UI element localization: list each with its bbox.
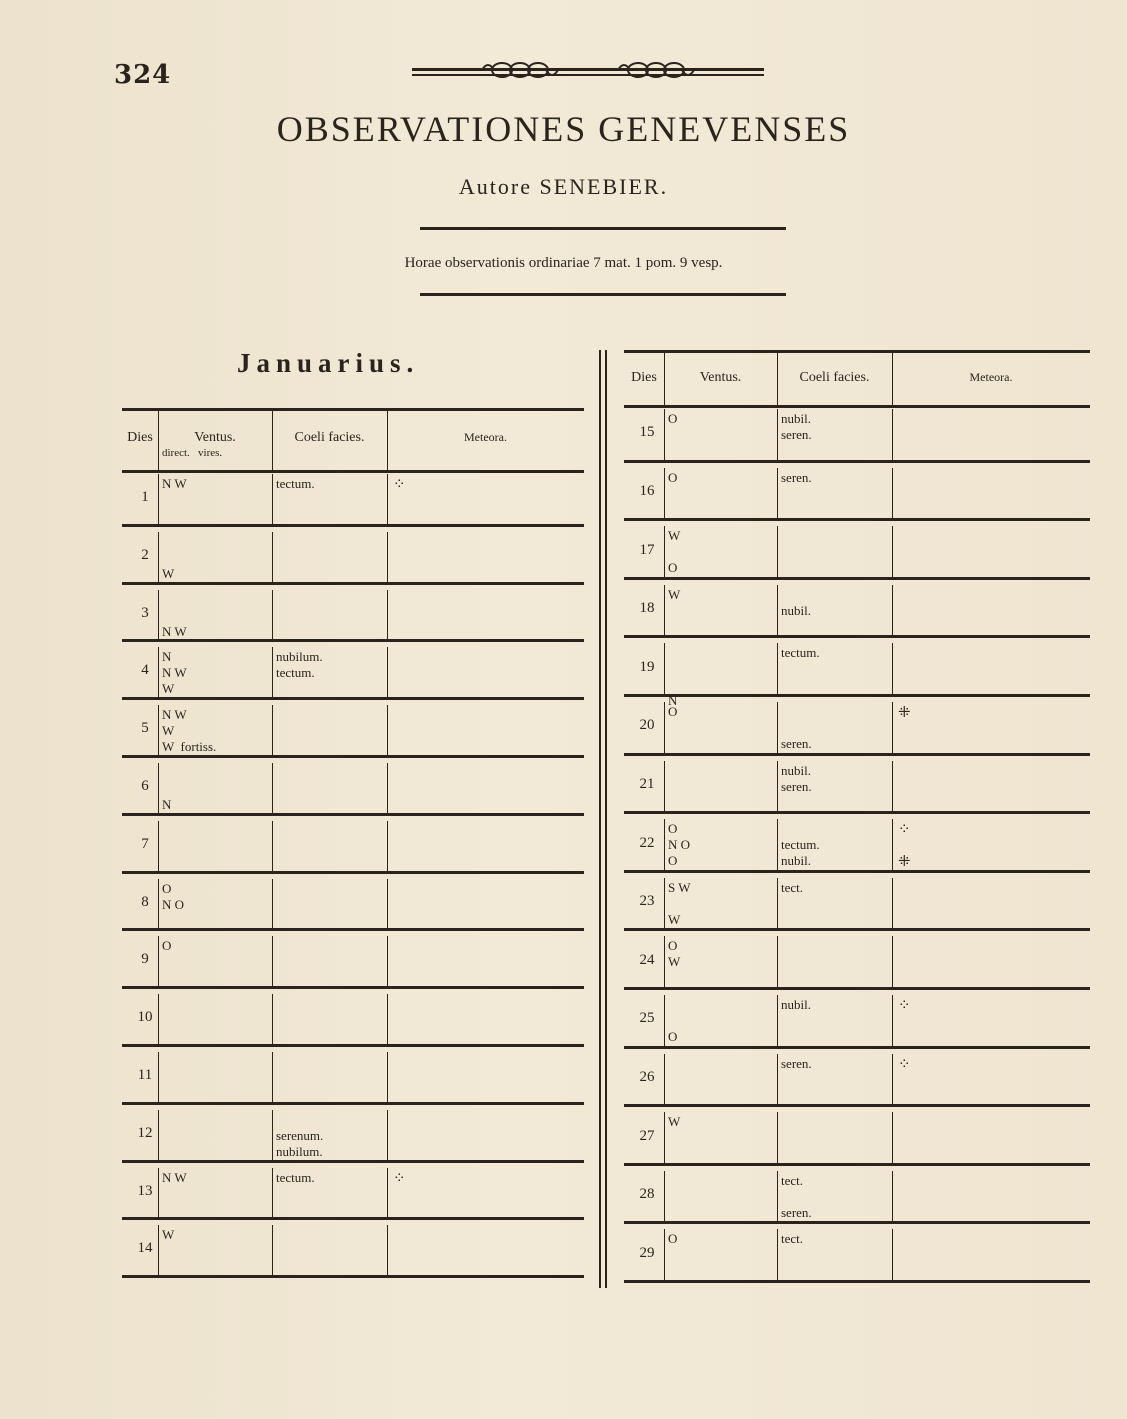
header-coeli: Coeli facies. [294, 430, 365, 445]
row-day: 1 [141, 488, 149, 505]
row-coeli: tectum. [276, 476, 315, 491]
table-rule [122, 639, 584, 642]
row-day: 10 [137, 1009, 153, 1026]
row-day: 19 [639, 658, 655, 675]
table-column-rule [777, 878, 778, 929]
row-day: 28 [639, 1186, 655, 1203]
row-day: 9 [141, 951, 149, 968]
table-rule [122, 408, 584, 411]
row-ventus: N N W W [162, 649, 187, 697]
row-day: 11 [137, 1066, 153, 1083]
table-column-rule [892, 1171, 893, 1222]
table-column-rule [387, 936, 388, 986]
row-coeli: tectum. [276, 1169, 315, 1185]
row-ventus: O [668, 469, 678, 485]
table-column-rule [892, 526, 893, 577]
table-rule [122, 813, 584, 816]
table-column-rule [272, 1052, 273, 1102]
table-column-rule [387, 590, 388, 640]
row-day: 23 [639, 893, 655, 910]
row-day: 29 [639, 1244, 655, 1261]
table-rule [624, 811, 1090, 814]
table-column-rule [158, 408, 159, 470]
row-coeli: nubilum. tectum. [276, 649, 323, 681]
header-meteora: Meteora. [969, 370, 1013, 384]
table-column-rule [272, 936, 273, 986]
row-ventus: N [162, 797, 172, 812]
table-column-rule [664, 819, 665, 870]
table-rule [624, 405, 1090, 408]
table-rule [624, 753, 1090, 756]
header-dies: Dies [127, 430, 153, 445]
table-column-rule [387, 821, 388, 871]
table-column-rule [777, 1054, 778, 1105]
row-ventus: O [668, 411, 678, 426]
row-day: 17 [639, 541, 655, 558]
table-column-rule [272, 879, 273, 929]
row-ventus: N [668, 693, 678, 709]
table-rule [122, 1044, 584, 1047]
row-coeli: nubil. [781, 997, 811, 1012]
table-rule [624, 1221, 1090, 1224]
row-day: 7 [141, 835, 149, 852]
row-coeli: tectum. [781, 645, 820, 661]
table-column-rule [777, 526, 778, 577]
table-column-rule [664, 702, 665, 753]
table-column-rule [777, 819, 778, 870]
ornament-rule [412, 58, 764, 84]
row-day: 25 [639, 1010, 655, 1027]
row-day: 6 [141, 777, 149, 794]
table-column-rule [777, 1171, 778, 1222]
table-rule [624, 1163, 1090, 1166]
row-meteora: ⁘ [898, 996, 911, 1014]
table-column-rule [892, 1229, 893, 1280]
table-column-rule [777, 468, 778, 519]
row-ventus: N W [162, 476, 187, 491]
table-column-rule [892, 819, 893, 870]
row-meteora: ⁘ [393, 1168, 406, 1187]
table-rule [624, 987, 1090, 990]
row-ventus: W [668, 586, 681, 602]
row-day: 15 [639, 424, 655, 441]
row-ventus: O [668, 1231, 678, 1247]
row-ventus: O [162, 938, 172, 954]
row-meteora: ⁘ [898, 1054, 911, 1073]
row-ventus: O [668, 704, 678, 719]
table-column-rule [664, 878, 665, 929]
table-column-rule [387, 1168, 388, 1218]
table-column-rule [777, 585, 778, 636]
row-meteora: ⁘ [393, 475, 406, 493]
row-ventus: O [668, 1029, 678, 1044]
row-coeli: tect. [781, 1231, 804, 1247]
row-day: 18 [639, 600, 655, 617]
table-column-rule [272, 408, 273, 470]
table-column-rule [272, 994, 273, 1044]
table-rule [122, 1102, 584, 1105]
table-column-rule [664, 1054, 665, 1105]
table-column-rule [272, 474, 273, 524]
table-column-rule [272, 1168, 273, 1218]
table-column-rule [664, 643, 665, 694]
header-ventus: Ventus. [699, 370, 742, 385]
table-column-rule [777, 350, 778, 405]
author-line: Autore SENEBIER. [458, 174, 669, 199]
row-day: 12 [137, 1124, 153, 1141]
row-day: 2 [141, 546, 149, 563]
row-coeli: tect. [781, 879, 804, 895]
table-rule [624, 635, 1090, 638]
table-column-rule [777, 1112, 778, 1163]
column-separator-left [599, 350, 601, 1288]
table-column-rule [892, 702, 893, 753]
table-rule [624, 1280, 1090, 1283]
row-ventus: W [668, 1114, 681, 1130]
table-rule [624, 1104, 1090, 1107]
table-column-rule [664, 1229, 665, 1280]
table-rule [122, 871, 584, 874]
table-rule [122, 697, 584, 700]
table-column-rule [272, 647, 273, 697]
row-ventus: S W W [668, 879, 691, 927]
table-column-rule [387, 1052, 388, 1102]
row-coeli: tectum. nubil. [781, 837, 820, 869]
row-day: 3 [141, 604, 149, 621]
table-rule [624, 870, 1090, 873]
table-column-rule [664, 526, 665, 577]
table-rule [122, 755, 584, 758]
table-column-rule [892, 936, 893, 987]
table-column-rule [892, 761, 893, 812]
table-column-rule [387, 1225, 388, 1275]
row-ventus: N W [162, 623, 187, 639]
header-ventus-sub: direct. vires. [162, 447, 223, 459]
table-column-rule [777, 1229, 778, 1280]
row-coeli: nubil. seren. [781, 762, 812, 794]
row-day: 27 [639, 1127, 655, 1144]
row-day: 22 [639, 834, 655, 851]
table-rule [122, 1217, 584, 1220]
table-column-rule [777, 643, 778, 694]
table-column-rule [387, 705, 388, 755]
row-day: 26 [639, 1068, 655, 1085]
row-day: 8 [141, 893, 149, 910]
table-rule [624, 350, 1090, 353]
table-column-rule [892, 878, 893, 929]
table-column-rule [892, 643, 893, 694]
table-column-rule [387, 879, 388, 929]
table-column-rule [664, 995, 665, 1046]
divider-top [420, 227, 786, 230]
table-column-rule [272, 763, 273, 813]
row-ventus: W O [668, 528, 681, 576]
table-column-rule [777, 761, 778, 812]
table-rule [122, 1275, 584, 1278]
table-column-rule [777, 995, 778, 1046]
table-column-rule [272, 1110, 273, 1160]
table-column-rule [664, 761, 665, 812]
row-coeli: seren. [781, 469, 812, 485]
table-column-rule [892, 468, 893, 519]
row-day: 24 [639, 951, 655, 968]
table-column-rule [777, 409, 778, 460]
row-day: 13 [137, 1182, 153, 1199]
table-rule [624, 928, 1090, 931]
table-column-rule [272, 590, 273, 640]
table-column-rule [272, 532, 273, 582]
divider-bottom [420, 293, 786, 296]
row-ventus: O W [668, 938, 681, 970]
observation-hours: Horae observationis ordinariae 7 mat. 1 pom. 9 vesp. [404, 255, 723, 271]
table-rule [122, 928, 584, 931]
table-column-rule [892, 409, 893, 460]
row-coeli: nubil. [781, 602, 811, 618]
table-rule [122, 524, 584, 527]
row-day: 16 [639, 482, 655, 499]
table-column-rule [664, 1171, 665, 1222]
header-dies: Dies [631, 370, 657, 385]
row-coeli: seren. [781, 1055, 812, 1071]
row-meteora: ⁘ ⁜ [898, 820, 911, 871]
table-column-rule [664, 585, 665, 636]
table-rule [122, 986, 584, 989]
row-day: 4 [141, 662, 149, 679]
table-column-rule [892, 995, 893, 1046]
row-ventus: O N O O [668, 821, 691, 869]
table-column-rule [664, 936, 665, 987]
header-ventus: Ventus. [194, 430, 236, 445]
table-column-rule [664, 468, 665, 519]
page-number: 324 [114, 60, 172, 90]
table-column-rule [387, 532, 388, 582]
row-ventus: N W W W fortiss. [162, 707, 217, 755]
column-separator-right [605, 350, 607, 1288]
row-ventus: O N O [162, 880, 185, 912]
row-ventus: N W [162, 1169, 187, 1185]
row-coeli: serenum. nubilum. [276, 1127, 324, 1159]
table-column-rule [892, 1054, 893, 1105]
table-rule [122, 1160, 584, 1163]
table-column-rule [272, 1225, 273, 1275]
row-day: 21 [639, 775, 655, 792]
table-column-rule [664, 1112, 665, 1163]
row-ventus: W [162, 1227, 175, 1243]
page-title: OBSERVATIONES GENEVENSES [276, 109, 851, 149]
table-column-rule [387, 994, 388, 1044]
table-column-rule [892, 1112, 893, 1163]
table-column-rule [664, 350, 665, 405]
table-column-rule [387, 647, 388, 697]
row-coeli: nubil. seren. [781, 411, 812, 442]
header-meteora: Meteora. [464, 430, 507, 444]
table-column-rule [777, 702, 778, 753]
row-ventus: W [162, 565, 175, 581]
row-day: 14 [137, 1240, 153, 1257]
table-column-rule [387, 408, 388, 470]
row-day: 20 [639, 717, 655, 734]
table-rule [624, 460, 1090, 463]
month-heading: Januarius. [237, 348, 420, 378]
row-coeli: tect. seren. [781, 1172, 812, 1220]
table-rule [624, 1046, 1090, 1049]
table-column-rule [387, 763, 388, 813]
table-column-rule [272, 821, 273, 871]
table-rule [624, 577, 1090, 580]
header-coeli: Coeli facies. [799, 370, 870, 385]
table-rule [624, 694, 1090, 697]
table-column-rule [664, 409, 665, 460]
table-column-rule [777, 936, 778, 987]
table-rule [122, 582, 584, 585]
table-rule [122, 470, 584, 473]
table-rule [624, 518, 1090, 521]
row-coeli: seren. [781, 736, 812, 751]
table-column-rule [387, 1110, 388, 1160]
row-meteora: ⁜ [898, 703, 911, 721]
table-column-rule [272, 705, 273, 755]
row-day: 5 [141, 720, 149, 737]
table-column-rule [387, 474, 388, 524]
table-column-rule [892, 350, 893, 405]
table-column-rule [892, 585, 893, 636]
